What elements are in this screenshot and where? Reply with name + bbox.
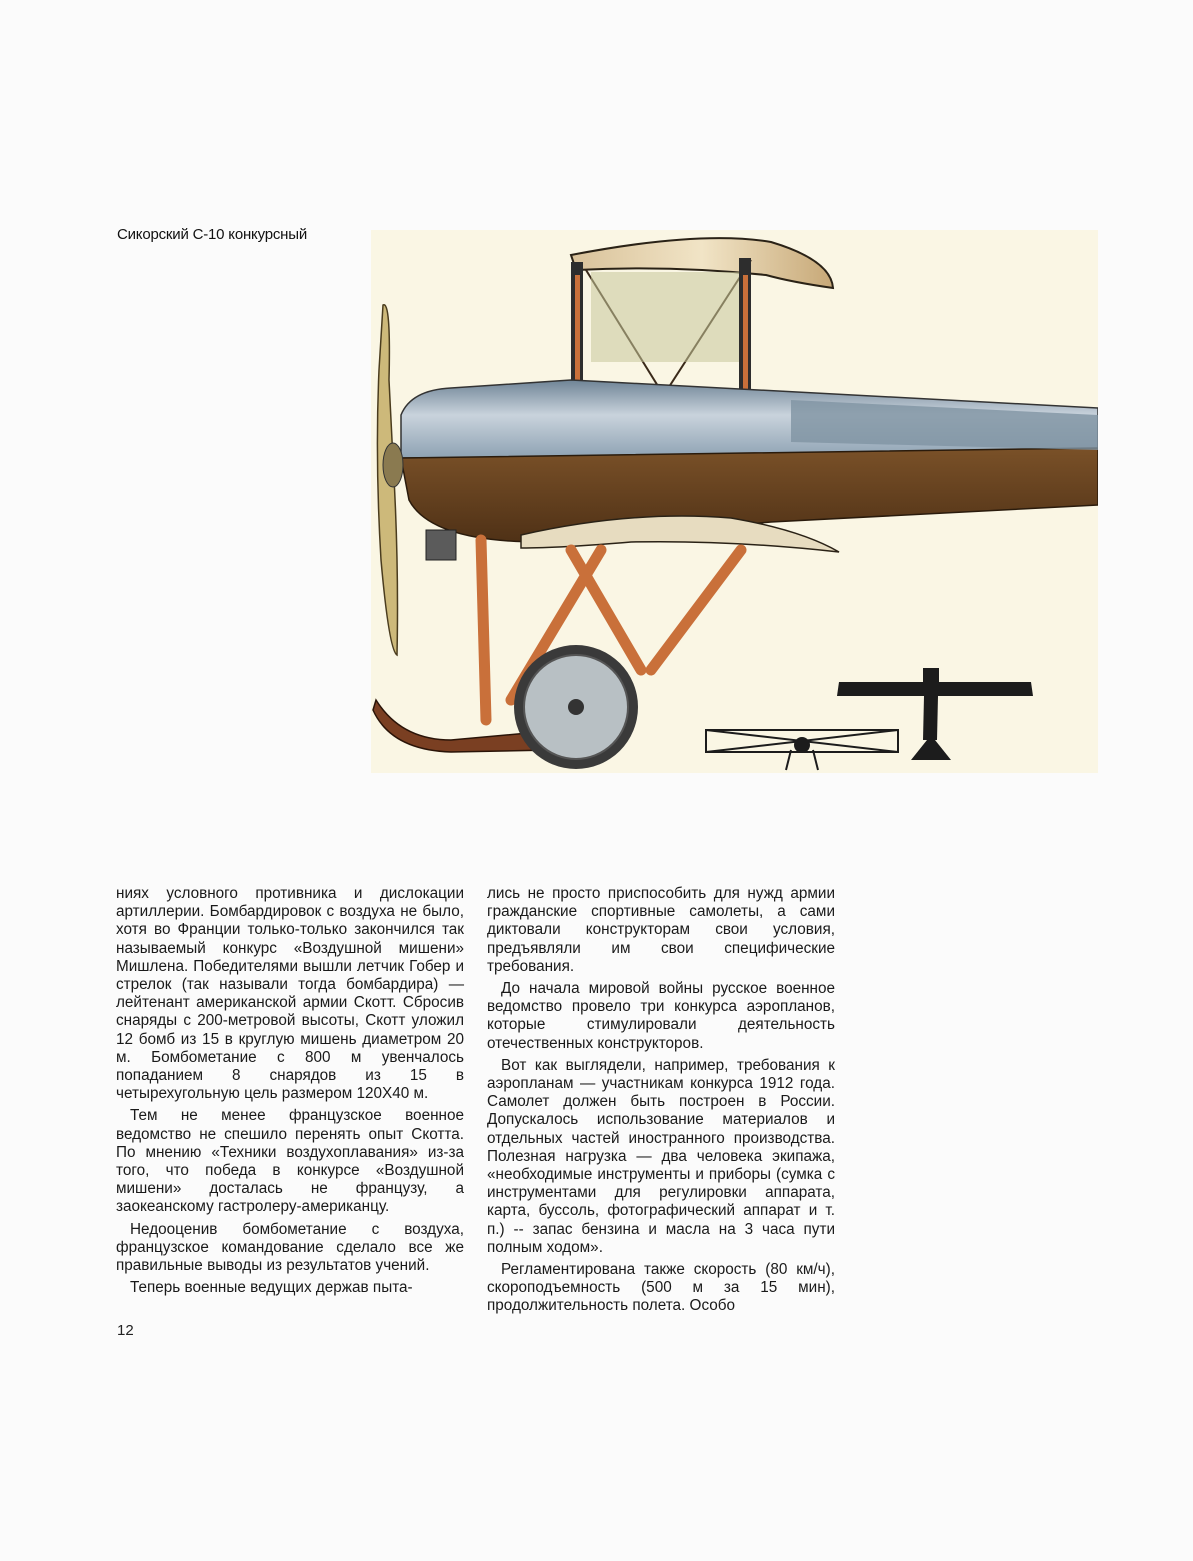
paragraph: ниях условного противника и дислокации артиллерии. Бомбардировок с воздуха не было, хотя во Франции только-только закончился так называемый конкурс «Воздушной мишени» Мишлена. Победителями вышли летчик Гобер и стрелок (так называли тогда бомбардира) — лейтенант американской армии Скотт. Сбросив снаряды с 200-метровой высоты, Скотт уложил 12 бомб из 15 в круглую мишень диаметром 20 м. Бомбометание с 800 м увенчалось попаданием 8 снарядов из 15 в четырехугольную цель размером 120Х40 м. — [116, 885, 464, 1103]
sikorsky-s10-drawing — [371, 230, 1098, 773]
text-column-right — [487, 885, 835, 1320]
aircraft-illustration — [371, 230, 1098, 773]
front-view-silhouette — [706, 730, 898, 770]
paragraph: Недооценив бомбометание с воздуха, французское командование сделало все же правильные выводы из результатов учений. — [116, 1220, 464, 1275]
cockpit-screen — [591, 272, 741, 362]
paragraph: Вот как выглядели, например, требования к аэропланам — участникам конкурса 1912 года. Самолет должен быть построен в России. Допускалось использование материалов и отдельных частей иностранного производства. Полезная нагрузка — два человека экипажа, «необходимые инструменты и приборы (сумка с инструментами для регулировки аппарата, карта, буссоль, фотографический аппарат и т. п.) -- запас бензина и масла на 3 часа пути полным ходом». — [487, 1056, 835, 1256]
paragraph: Регламентирована также скорость (80 км/ч), скороподъемность (500 м за 15 мин), продолжительность полета. Особо — [487, 1261, 835, 1315]
paragraph: До начала мировой войны русское военное ведомство провело три конкурса аэропланов, которые стимулировали деятельность отечественных конструкторов. — [487, 980, 835, 1052]
paragraph: лись не просто приспособить для нужд армии гражданские спортивные самолеты, а сами диктовали конструкторам свои условия, предъявляли им свои специфические требования. — [487, 885, 835, 975]
top-view-silhouette — [837, 668, 1033, 760]
paragraph: Тем не менее французское военное ведомство не спешило перенять опыт Скотта. По мнению «Техники воздухоплавания» из-за того, что победа в конкурсе «Воздушной мишени» досталась не французу, а заокеанскому гастролеру-американцу. — [116, 1107, 464, 1216]
paragraph: Теперь военные ведущих держав пыта- — [130, 1279, 413, 1297]
text-column-left — [116, 885, 464, 1301]
figure-caption: Сикорский С-10 конкурсный — [117, 226, 308, 243]
page-number: 12 — [117, 1322, 134, 1339]
landing-wheel — [514, 645, 638, 769]
